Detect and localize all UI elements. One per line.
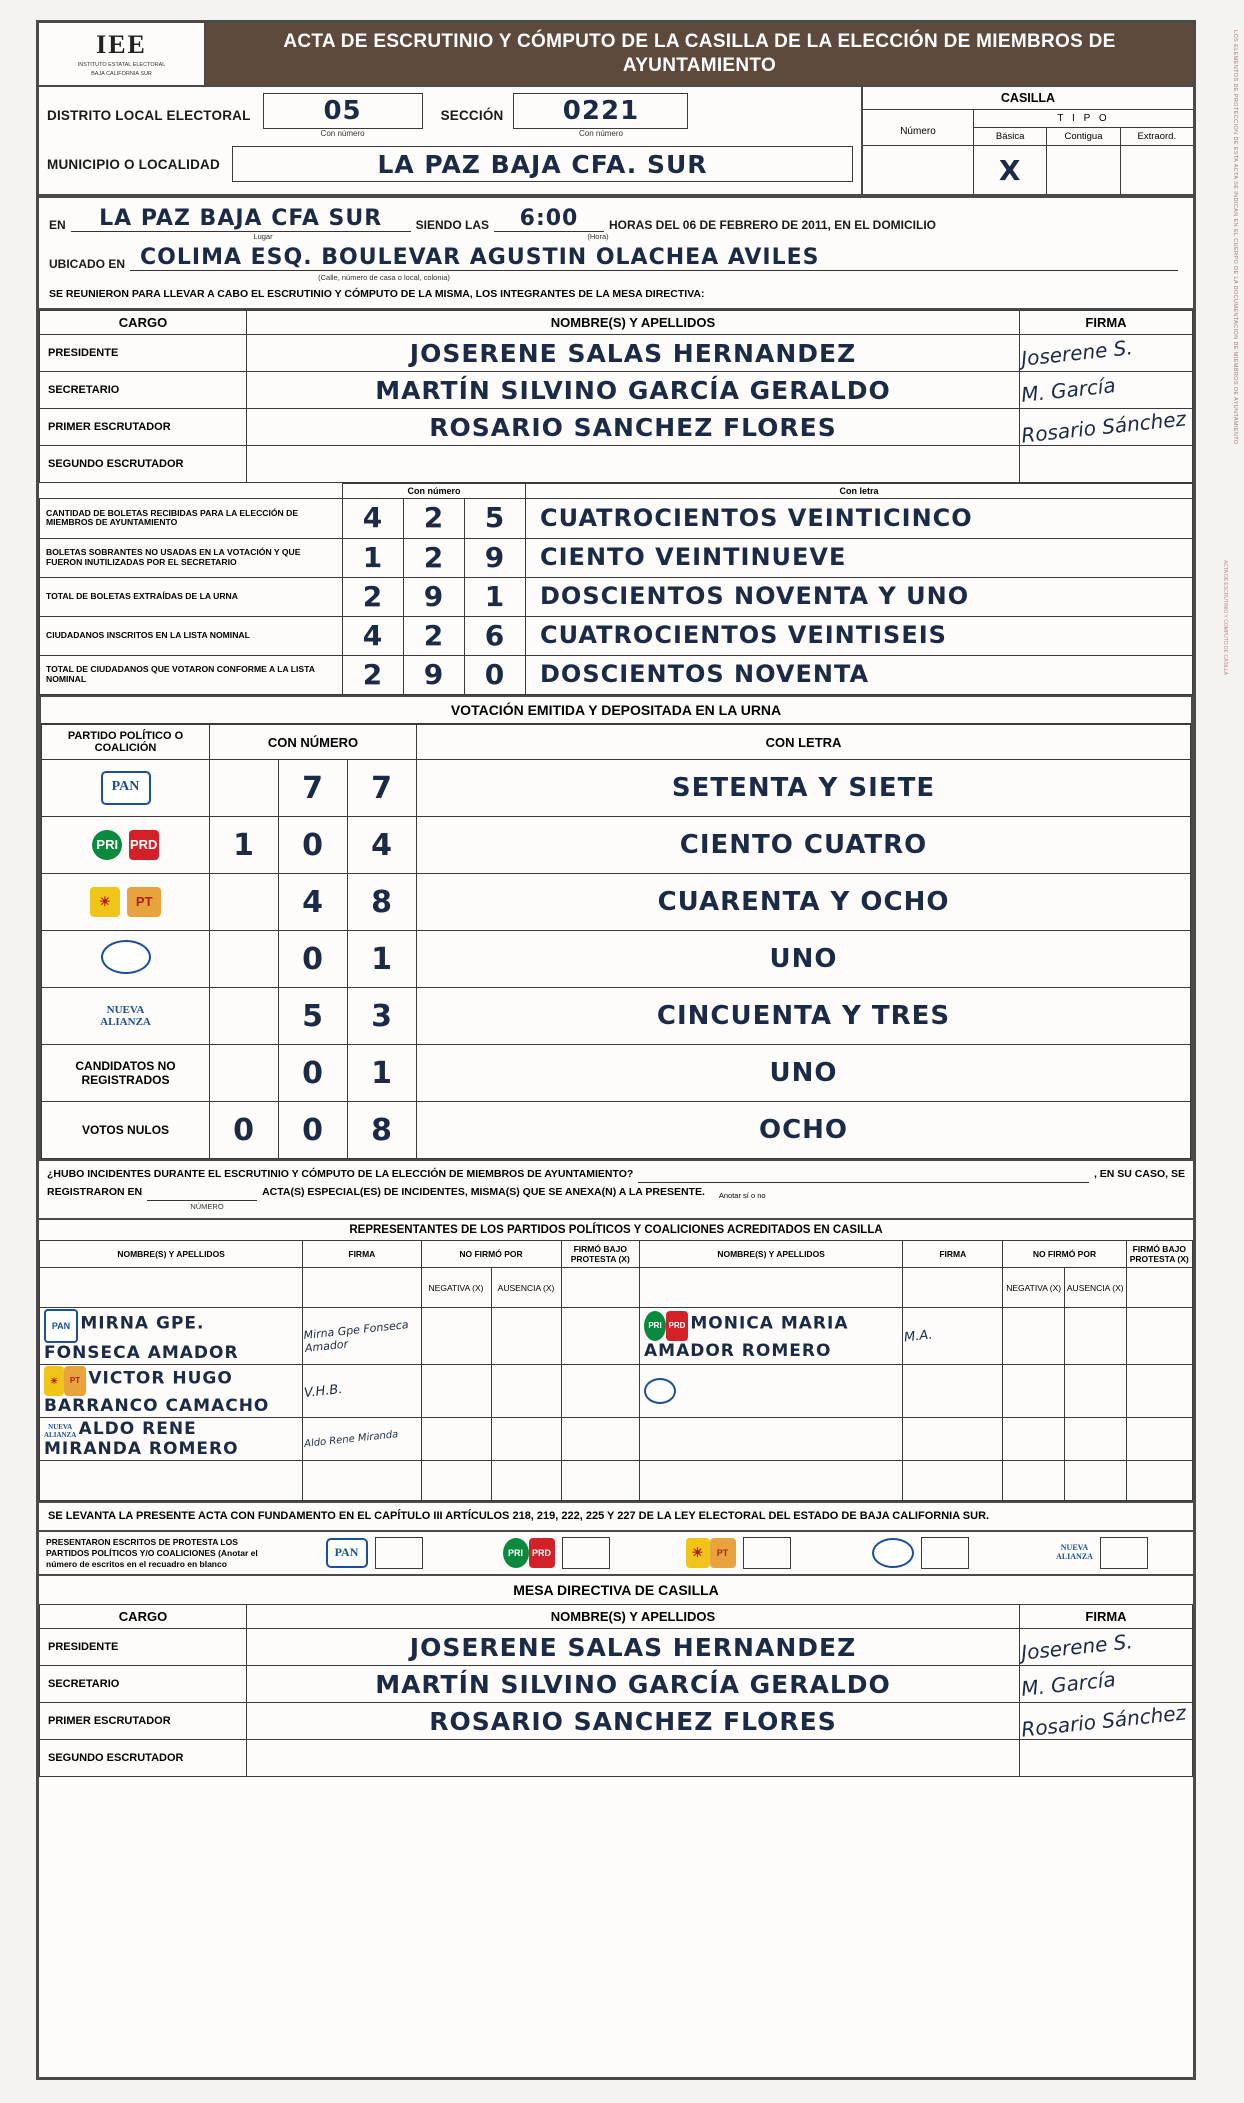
conteo-letra-4[interactable]: DOSCIENTOS NOVENTA [526,656,1193,695]
seccion-label: SECCIÓN [440,108,504,123]
protesta-slot-pri-prd [465,1537,647,1569]
nulos-unidades[interactable]: 8 [348,1102,417,1159]
header-nombre-bottom: NOMBRE(S) Y APELLIDOS [247,1605,1020,1629]
rep-left-2-ausencia[interactable] [491,1418,561,1461]
incidentes-registraron: REGISTRARON EN [47,1186,143,1199]
hora-value[interactable]: 6:00 [494,206,604,232]
nulos-centenas[interactable]: 0 [210,1102,279,1159]
incidentes-en-su-caso: , EN SU CASO, SE [1093,1168,1185,1181]
margin-text-right-top: LOS ELEMENTOS DE PROTECCIÓN DE ESTA ACTA SE INDICAN EN EL CUERPO DE LA DOCUMENTACIÓN DE MIEMBROS DE AYUNTAMIENTO [1232,30,1238,445]
firma-segundo-escrutador-bottom[interactable] [1020,1740,1193,1777]
nombre-primer-escrutador-bottom[interactable]: ROSARIO SANCHEZ FLORES [247,1703,1020,1740]
conteo-label-3: CIUDADANOS INSCRITOS EN LA LISTA NOMINAL [40,616,343,655]
nombre-secretario-bottom[interactable]: MARTÍN SILVINO GARCÍA GERALDO [247,1666,1020,1703]
rep-left-0-protesta[interactable] [561,1308,639,1365]
subheader-negativa-left: NEGATIVA (X) [421,1268,491,1308]
prd-pt-unidades[interactable]: 8 [348,874,417,931]
incidentes-block [39,1159,1193,1220]
firma-presidente-bottom-text: Joserene S. [1020,1629,1134,1665]
cargo-segundo-escrutador: SEGUNDO ESCRUTADOR [40,446,247,483]
pri-prd-unidades[interactable]: 4 [348,817,417,874]
votacion-title: VOTACIÓN EMITIDA Y DEPOSITADA EN LA URNA [41,695,1191,724]
pri-prd-letra[interactable]: CIENTO CUATRO [417,817,1191,874]
pvem-logo-icon [644,1378,676,1404]
institute-name: INSTITUTO ESTATAL ELECTORAL [77,62,166,69]
na-centenas[interactable] [210,988,279,1045]
cargo-primer-escrutador-bottom: PRIMER ESCRUTADOR [40,1703,247,1740]
seccion-value[interactable]: 0221 [513,93,688,129]
pt-logo-icon: PT [710,1538,736,1568]
lugar-value[interactable]: LA PAZ BAJA CFA SUR [71,206,411,232]
table-row [40,446,1193,483]
protesta-box-nueva-alianza[interactable] [1100,1537,1148,1569]
distrito-value[interactable]: 05 [263,93,423,129]
firma-presidente-text: Joserene S. [1020,335,1134,371]
header-con-numero: CON NÚMERO [210,725,417,760]
conteo-d3-4[interactable]: 0 [465,656,526,695]
nombre-presidente-bottom[interactable]: JOSERENE SALAS HERNANDEZ [247,1629,1020,1666]
header-nombre: NOMBRE(S) Y APELLIDOS [247,311,1020,335]
rep-left-2-negativa[interactable] [421,1418,491,1461]
casilla-tipo-contigua: Contigua [1047,128,1120,145]
votacion-table [41,724,1191,1159]
table-row [40,1666,1193,1703]
protesta-slot-nueva-alianza [1011,1537,1193,1569]
incidentes-pregunta: ¿HUBO INCIDENTES DURANTE EL ESCRUTINIO Y CÓMPUTO DE LA ELECCIÓN DE MIEMBROS DE AYUNTAMIENTO? [47,1168,634,1181]
distrito-row [39,87,861,144]
rep-right-0-protesta[interactable] [1126,1308,1192,1365]
casilla-tipo-label: T I P O [974,110,1193,128]
rep-left-1-nombre: VICTOR HUGO BARRANCO CAMACHO [44,1368,270,1417]
firma-secretario-text: M. García [1020,373,1117,407]
lugar-hint: Lugar [253,232,273,241]
mesa-directiva-bottom-table [39,1604,1193,1777]
conteo-label-0: CANTIDAD DE BOLETAS RECIBIDAS PARA LA ELECCIÓN DE MIEMBROS DE AYUNTAMIENTO [40,499,343,538]
pt-logo-icon: PT [127,887,161,917]
protesta-box-pvem[interactable] [921,1537,969,1569]
header-no-firmo-left: NO FIRMÓ POR [421,1241,561,1268]
party-nueva-alianza [42,988,210,1045]
conteo-letra-1[interactable]: CIENTO VEINTINUEVE [526,538,1193,577]
prd-logo-icon: PRD [666,1311,688,1341]
table-row [40,1703,1193,1740]
protesta-box-pri-prd[interactable] [562,1537,610,1569]
conteo-d1-3[interactable]: 4 [343,616,404,655]
casilla-tipo-extraord: Extraord. [1137,131,1177,142]
rep-left-2-nombre: ALDO RENE MIRANDA ROMERO [44,1419,239,1460]
fundamento-text: SE LEVANTA LA PRESENTE ACTA CON FUNDAMENTO EN EL CAPÍTULO III ARTÍCULOS 218, 219, 222, 225 Y 227 DE LA LEY ELECTORAL DEL ESTADO DE BAJA CALIFORNIA SUR. [39,1501,1193,1532]
conteo-d1-0[interactable]: 4 [343,499,404,538]
header-firma: FIRMA [1020,311,1193,335]
nombre-primer-escrutador[interactable]: ROSARIO SANCHEZ FLORES [247,409,1020,446]
cnr-letra[interactable]: UNO [417,1045,1191,1102]
header-nombre-left: NOMBRE(S) Y APELLIDOS [40,1241,303,1268]
pvem-logo-icon [101,940,151,974]
seccion-hint: Con número [578,129,623,138]
distrito-label: DISTRITO LOCAL ELECTORAL [47,108,251,123]
rep-right-0-firma-text: M.A. [903,1327,934,1345]
nueva-alianza-logo-icon: NUEVA ALIANZA [1056,1543,1093,1562]
pan-centenas[interactable] [210,760,279,817]
identification-left [39,87,863,194]
party-pvem [42,931,210,988]
pvem-decenas[interactable]: 0 [279,931,348,988]
table-row [40,1461,1193,1501]
pvem-logo-icon [872,1538,914,1568]
table-row [40,616,1193,655]
acta-sheet [36,20,1196,2080]
pvem-unidades[interactable]: 1 [348,931,417,988]
header-con-letra: CON LETRA [417,725,1191,760]
conteo-d2-4[interactable]: 9 [404,656,465,695]
pri-prd-decenas[interactable]: 0 [279,817,348,874]
conteo-label-2: TOTAL DE BOLETAS EXTRAÍDAS DE LA URNA [40,577,343,616]
narrative-block [39,196,1193,310]
nombre-segundo-escrutador-bottom[interactable] [247,1740,1020,1777]
conteo-letra-2[interactable]: DOSCIENTOS NOVENTA Y UNO [526,577,1193,616]
rep-right-0-firma[interactable] [903,1308,1003,1365]
pri-logo-icon: PRI [503,1538,529,1568]
nulos-letra[interactable]: OCHO [417,1102,1191,1159]
nulos-decenas[interactable]: 0 [279,1102,348,1159]
rep-right-0-negativa[interactable] [1003,1308,1065,1365]
pvem-centenas[interactable] [210,931,279,988]
rep-right-3-firma[interactable] [903,1461,1003,1501]
conteo-d3-0[interactable]: 5 [465,499,526,538]
rep-right-2[interactable] [640,1418,903,1461]
margin-text-right-bottom: ACTA DE ESCRUTINIO Y CÓMPUTO DE CASILLA [1222,560,1228,675]
table-row [42,817,1191,874]
rep-right-3-protesta[interactable] [1126,1461,1192,1501]
rep-right-2-negativa[interactable] [1003,1418,1065,1461]
conteo-d2-3[interactable]: 2 [404,616,465,655]
conteo-d2-2[interactable]: 9 [404,577,465,616]
rep-right-1[interactable] [640,1365,903,1418]
rep-left-0-firma[interactable] [303,1308,421,1365]
rep-left-2-firma[interactable] [303,1418,421,1461]
document-title: ACTA DE ESCRUTINIO Y CÓMPUTO DE LA CASILLA DE LA ELECCIÓN DE MIEMBROS DE AYUNTAMIENTO [206,23,1193,85]
table-row [42,931,1191,988]
en-label: EN [49,218,66,232]
siendo-label: SIENDO LAS [415,218,490,232]
rep-left-1-firma-text: V.H.B. [303,1381,344,1401]
table-row [40,656,1193,695]
rep-right-2-ausencia[interactable] [1064,1418,1126,1461]
table-row [42,988,1191,1045]
rep-right-3[interactable] [640,1461,903,1501]
table-row [40,499,1193,538]
prd-sol-logo-icon: ☀ [90,887,120,917]
conteo-label-1: BOLETAS SOBRANTES NO USADAS EN LA VOTACIÓN Y QUE FUERON INUTILIZADAS POR EL SECRETARIO [40,538,343,577]
pan-decenas[interactable]: 7 [279,760,348,817]
representantes-header-row [40,1241,1193,1268]
horas-label: HORAS DEL 06 DE FEBRERO DE 2011, EN EL DOMICILIO [609,218,936,232]
institute-logo [39,23,206,85]
rep-left-3-ausencia[interactable] [491,1461,561,1501]
pvem-letra[interactable]: UNO [417,931,1191,988]
conteo-letra-3[interactable]: CUATROCIENTOS VEINTISEIS [526,616,1193,655]
conteo-d3-2[interactable]: 1 [465,577,526,616]
casilla-block [863,87,1193,194]
conteo-col-letra: Con letra [526,484,1193,499]
representantes-subheader-row [40,1268,1193,1308]
document-header [39,23,1193,87]
municipio-row [39,144,861,188]
casilla-numero-label: Número [863,110,974,145]
table-row [40,335,1193,372]
rep-right-2-firma[interactable] [903,1418,1003,1461]
prd-pt-decenas[interactable]: 4 [279,874,348,931]
label-candidatos-no-registrados: CANDIDATOS NO REGISTRADOS [42,1045,210,1102]
rep-right-1-negativa[interactable] [1003,1365,1065,1418]
rep-right-1-protesta[interactable] [1126,1365,1192,1418]
rep-left-3-protesta[interactable] [561,1461,639,1501]
firma-secretario-bottom[interactable] [1020,1666,1193,1703]
nueva-alianza-logo-icon: NUEVA ALIANZA [100,1004,151,1029]
rep-right-3-negativa[interactable] [1003,1461,1065,1501]
conteo-letra-0[interactable]: CUATROCIENTOS VEINTICINCO [526,499,1193,538]
firma-secretario-bottom-text: M. García [1020,1667,1117,1702]
votacion-block [39,695,1193,1159]
pt-logo-icon: PT [64,1366,86,1396]
firma-secretario[interactable] [1020,372,1193,409]
cargo-secretario: SECRETARIO [40,372,247,409]
protesta-slot-pan [283,1537,465,1569]
table-row [42,760,1191,817]
casilla-tipo-basica: Básica [974,128,1047,145]
rep-left-0-ausencia[interactable] [491,1308,561,1365]
iee-logo-icon: IEE [96,30,147,60]
firma-presidente[interactable] [1020,335,1193,372]
table-row [40,1365,1193,1418]
casilla-table-body [863,145,1193,194]
nueva-alianza-logo-icon: NUEVA ALIANZA [44,1423,77,1439]
table-row [42,874,1191,931]
rep-left-1-firma[interactable] [303,1365,421,1418]
rep-left-0-firma-text: Mirna Gpe Fonseca Amador [303,1318,410,1355]
rep-left-2-firma-text: Aldo Rene Miranda [303,1428,400,1450]
prd-sol-logo-icon: ☀ [44,1366,64,1396]
rep-left-0-nombre: MIRNA GPE. FONSECA AMADOR [44,1313,239,1364]
conteo-boletas-table [39,483,1193,695]
label-votos-nulos: VOTOS NULOS [42,1102,210,1159]
prd-sol-logo-icon: ☀ [686,1538,710,1568]
hora-hint: (Hora) [587,232,609,241]
mesa-directiva-top-table [39,310,1193,483]
protesta-block [39,1532,1193,1576]
pan-logo-icon: PAN [101,771,151,805]
institute-state: BAJA CALIFORNIA SUR [91,71,152,77]
header-protesta-left: FIRMÓ BAJO PROTESTA (X) [561,1241,639,1268]
pan-unidades[interactable]: 7 [348,760,417,817]
prd-pt-centenas[interactable] [210,874,279,931]
rep-left-2[interactable] [40,1418,303,1461]
cnr-decenas[interactable]: 0 [279,1045,348,1102]
rep-left-1[interactable] [40,1365,303,1418]
incidentes-numero-hint: NÚMERO [190,1201,224,1211]
casilla-numero-value[interactable] [863,146,974,194]
conteo-d3-3[interactable]: 6 [465,616,526,655]
rep-left-3[interactable] [40,1461,303,1501]
cargo-secretario-bottom: SECRETARIO [40,1666,247,1703]
prd-logo-icon: PRD [129,830,159,860]
rep-left-1-ausencia[interactable] [491,1365,561,1418]
subheader-ausencia-right: AUSENCIA (X) [1064,1268,1126,1308]
cargo-primer-escrutador: PRIMER ESCRUTADOR [40,409,247,446]
ubicado-label: UBICADO EN [49,257,126,271]
pan-logo-icon: PAN [44,1309,78,1343]
cargo-segundo-escrutador-bottom: SEGUNDO ESCRUTADOR [40,1740,247,1777]
rep-left-3-firma[interactable] [303,1461,421,1501]
prd-logo-icon: PRD [529,1538,555,1568]
nombre-segundo-escrutador[interactable] [247,446,1020,483]
na-unidades[interactable]: 3 [348,988,417,1045]
conteo-d2-0[interactable]: 2 [404,499,465,538]
domicilio-value[interactable]: COLIMA ESQ. BOULEVAR AGUSTIN OLACHEA AVILES [130,245,1178,271]
table-row [40,1418,1193,1461]
firma-primer-escrutador-text: Rosario Sánchez [1020,406,1188,448]
cargo-presidente: PRESIDENTE [40,335,247,372]
casilla-contigua-mark[interactable] [1047,146,1120,194]
narrative-line-2 [49,245,1183,271]
cnr-unidades[interactable]: 1 [348,1045,417,1102]
reunion-text: SE REUNIERON PARA LLEVAR A CABO EL ESCRUTINIO Y CÓMPUTO DE LA MISMA, LOS INTEGRANTES DE LA MESA DIRECTIVA: [49,288,705,300]
conteo-d2-1[interactable]: 2 [404,538,465,577]
rep-right-0-nombre: MONICA MARIA AMADOR ROMERO [644,1313,849,1362]
firma-segundo-escrutador[interactable] [1020,446,1193,483]
rep-right-1-firma[interactable] [903,1365,1003,1418]
rep-left-1-negativa[interactable] [421,1365,491,1418]
incidentes-acta-text: ACTA(S) ESPECIAL(ES) DE INCIDENTES, MISMA(S) QUE SE ANEXA(N) A LA PRESENTE. [262,1186,705,1199]
header-firma-right: FIRMA [903,1241,1003,1268]
conteo-label-4: TOTAL DE CIUDADANOS QUE VOTARON CONFORME A LA LISTA NOMINAL [40,656,343,695]
identification-block [39,87,1193,196]
table-row [40,409,1193,446]
rep-left-0-negativa[interactable] [421,1308,491,1365]
table-header-row [40,1605,1193,1629]
header-cargo: CARGO [40,311,247,335]
representantes-title: REPRESENTANTES DE LOS PARTIDOS POLÍTICOS Y COALICIONES ACREDITADOS EN CASILLA [349,1224,883,1237]
protesta-slot-pvem [829,1537,1011,1569]
rep-right-0-ausencia[interactable] [1064,1308,1126,1365]
conteo-col-numero: Con número [343,484,526,499]
firma-primer-escrutador-bottom-text: Rosario Sánchez [1020,1700,1188,1742]
conteo-d1-1[interactable]: 1 [343,538,404,577]
header-no-firmo-right: NO FIRMÓ POR [1003,1241,1126,1268]
na-letra[interactable]: CINCUENTA Y TRES [417,988,1191,1045]
narrative-line-1 [49,206,1183,232]
pri-logo-icon: PRI [644,1311,666,1341]
rep-right-0[interactable] [640,1308,903,1365]
header-nombre-right: NOMBRE(S) Y APELLIDOS [640,1241,903,1268]
firma-primer-escrutador-bottom[interactable] [1020,1700,1193,1742]
mesa-directiva-bottom-title: MESA DIRECTIVA DE CASILLA [513,1582,719,1599]
votacion-header-row [42,725,1191,760]
table-header-row [40,311,1193,335]
party-pan [42,760,210,817]
table-row [40,538,1193,577]
protesta-box-pan[interactable] [375,1537,423,1569]
header-cargo-bottom: CARGO [40,1605,247,1629]
incidentes-anotar-hint: Anotar sí o no [718,1190,766,1200]
party-coalicion-prd-pt [42,874,210,931]
conteo-header-row [40,484,1193,499]
header-partido: PARTIDO POLÍTICO O COALICIÓN [42,725,210,760]
rep-left-2-protesta[interactable] [561,1418,639,1461]
table-row [40,1740,1193,1777]
nombre-secretario[interactable]: MARTÍN SILVINO GARCÍA GERALDO [247,372,1020,409]
pan-letra[interactable]: SETENTA Y SIETE [417,760,1191,817]
header-firma-left: FIRMA [303,1241,421,1268]
header-protesta-right: FIRMÓ BAJO PROTESTA (X) [1126,1241,1192,1268]
municipio-value[interactable]: LA PAZ BAJA CFA. SUR [232,146,853,182]
firma-presidente-bottom[interactable] [1020,1629,1193,1666]
conteo-d1-2[interactable]: 2 [343,577,404,616]
rep-left-1-protesta[interactable] [561,1365,639,1418]
domicilio-hint: (Calle, número de casa o local, colonia) [318,273,450,282]
municipio-label: MUNICIPIO O LOCALIDAD [47,156,220,172]
firma-primer-escrutador[interactable] [1020,406,1193,448]
header-firma-bottom: FIRMA [1020,1605,1193,1629]
prd-pt-letra[interactable]: CUARENTA Y OCHO [417,874,1191,931]
cnr-centenas[interactable] [210,1045,279,1102]
table-row [40,577,1193,616]
pan-logo-icon: PAN [326,1538,368,1568]
nombre-presidente[interactable]: JOSERENE SALAS HERNANDEZ [247,335,1020,372]
subheader-ausencia-left: AUSENCIA (X) [491,1268,561,1308]
protesta-box-prd-pt[interactable] [743,1537,791,1569]
conteo-d3-1[interactable]: 9 [465,538,526,577]
table-row [40,1629,1193,1666]
pri-prd-centenas[interactable]: 1 [210,817,279,874]
rep-right-3-ausencia[interactable] [1064,1461,1126,1501]
casilla-title: CASILLA [863,87,1193,110]
pri-logo-icon: PRI [92,830,122,860]
protesta-text: PRESENTARON ESCRITOS DE PROTESTA LOS PARTIDOS POLÍTICOS Y/O COALICIONES (Anotar el número de escritos en el recuadro en blanco [46,1537,258,1569]
casilla-table-head [863,110,1193,145]
table-row [42,1102,1191,1159]
rep-right-2-protesta[interactable] [1126,1418,1192,1461]
cargo-presidente-bottom: PRESIDENTE [40,1629,247,1666]
na-decenas[interactable]: 5 [279,988,348,1045]
table-row [40,372,1193,409]
rep-left-0[interactable] [40,1308,303,1365]
distrito-hint: Con número [320,129,365,138]
representantes-table [39,1240,1193,1501]
protesta-slot-prd-pt [647,1537,829,1569]
incidentes-respuesta[interactable] [638,1182,1089,1183]
rep-right-1-ausencia[interactable] [1064,1365,1126,1418]
subheader-negativa-right: NEGATIVA (X) [1003,1268,1065,1308]
table-row [40,1308,1193,1365]
party-coalicion-pri-prd [42,817,210,874]
casilla-extraord-mark[interactable] [1121,146,1193,194]
rep-left-3-negativa[interactable] [421,1461,491,1501]
conteo-d1-4[interactable]: 2 [343,656,404,695]
casilla-basica-mark[interactable]: X [974,146,1047,194]
table-row [42,1045,1191,1102]
